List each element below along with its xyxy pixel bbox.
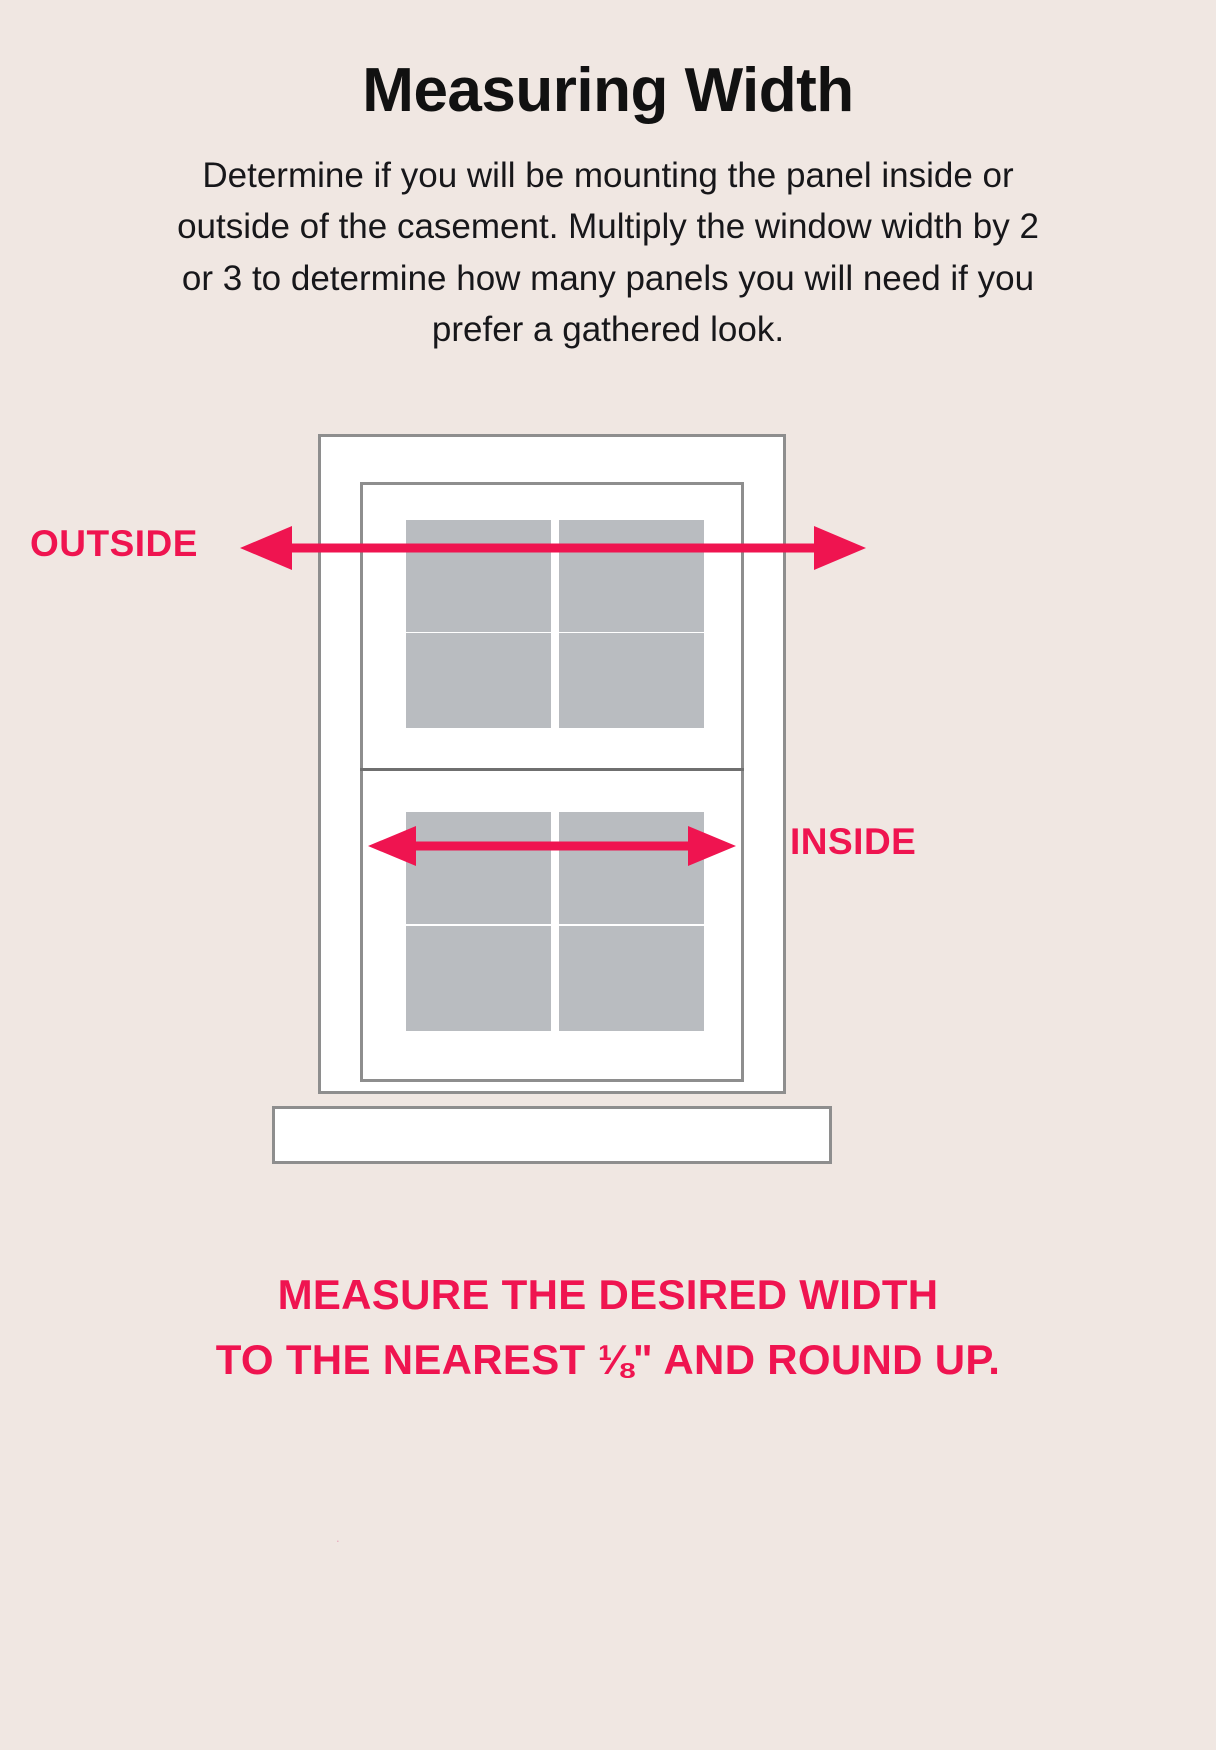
window-diagram (0, 420, 1216, 1210)
footer-line-1: MEASURE THE DESIRED WIDTH (277, 1271, 939, 1318)
inside-measure-arrow (368, 826, 736, 866)
page-title: Measuring Width (362, 56, 854, 125)
footer-line-2: TO THE NEAREST ⅛" AND ROUND UP. (215, 1336, 1001, 1384)
decorative-dot: . (336, 1530, 340, 1545)
footer-note (58, 1262, 1158, 1392)
outside-label: OUTSIDE (30, 523, 198, 564)
outside-measure-arrow (240, 526, 866, 570)
page-description: Determine if you will be mounting the panel inside or outside of the casement. Multiply the window width by 2 or 3 to determine how many panels you will need if you prefer a gathered look. (177, 156, 1039, 350)
inside-label: INSIDE (790, 821, 917, 862)
